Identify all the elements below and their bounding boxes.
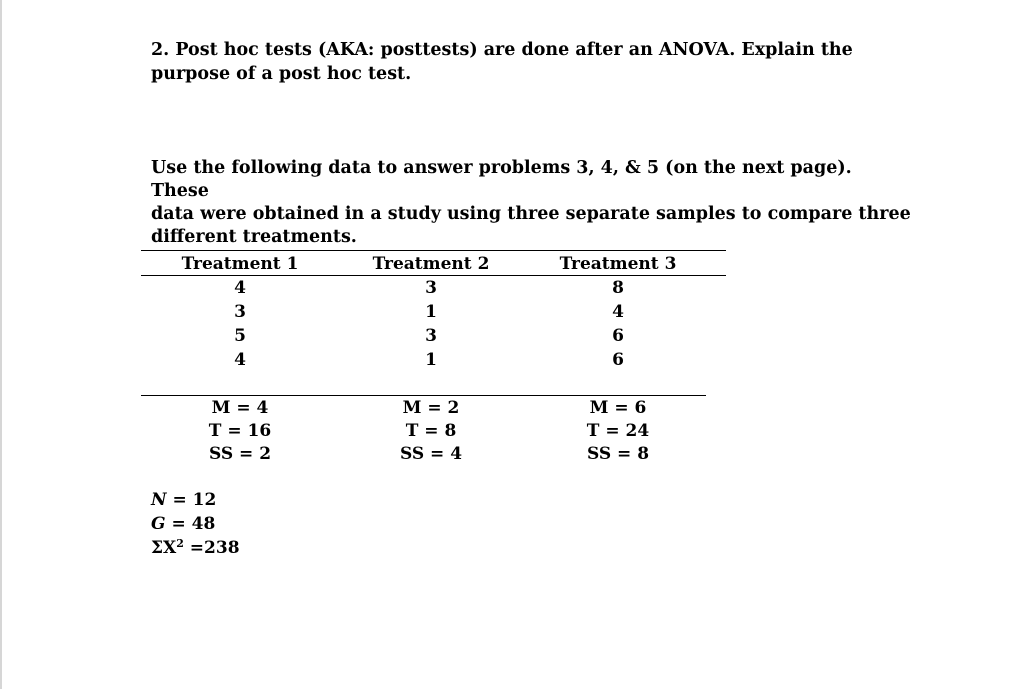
g-symbol: G [151,514,166,534]
grand-total-g [151,512,240,536]
sumx-prefix: ΣX [151,538,177,558]
question-2 [151,38,911,86]
table-cell: 4 [234,350,246,370]
table-cell: 3 [425,326,437,346]
table-cell: 4 [234,278,246,298]
sumx-superscript: 2 [176,537,184,550]
data-instructions-line-2: data were obtained in a study using three separate samples to compare three [151,204,911,224]
summary-ss-1: SS = 2 [208,444,272,464]
overall-totals [151,488,240,560]
data-instructions-line-1: Use the following data to answer problems 3, 4, & 5 (on the next page). These [151,158,852,201]
data-instructions-line-3: different treatments. [151,227,357,247]
summary-mean-1: M = 4 [211,398,269,418]
summary-mean-3: M = 6 [589,398,647,418]
summary-ss-3: SS = 8 [586,444,650,464]
g-value: = 48 [165,514,216,534]
data-instructions [151,157,911,249]
summary-total-1: T = 16 [208,421,272,441]
table-cell: 6 [612,350,624,370]
question-2-line-1: 2. Post hoc tests (AKA: posttests) are done after an ANOVA. Explain the [151,40,853,60]
header-treatment-1: Treatment 1 [181,254,299,274]
table-cell: 4 [612,302,624,322]
header-treatment-3: Treatment 3 [559,254,677,274]
summary-total-2: T = 8 [405,421,457,441]
table-top-rule [141,250,726,251]
table-cell: 6 [612,326,624,346]
table-cell: 3 [234,302,246,322]
summary-mean-2: M = 2 [402,398,460,418]
n-symbol: N [151,490,167,510]
table-cell: 8 [612,278,624,298]
n-value: = 12 [166,490,217,510]
table-cell: 1 [425,302,437,322]
total-n [151,488,240,512]
summary-ss-2: SS = 4 [399,444,463,464]
table-cell: 3 [425,278,437,298]
table-cell: 1 [425,350,437,370]
sumx-value: =238 [183,538,240,558]
question-2-line-2: purpose of a post hoc test. [151,64,412,84]
sum-x-squared [151,536,240,560]
table-cell: 5 [234,326,246,346]
header-treatment-2: Treatment 2 [372,254,490,274]
summary-total-3: T = 24 [586,421,650,441]
